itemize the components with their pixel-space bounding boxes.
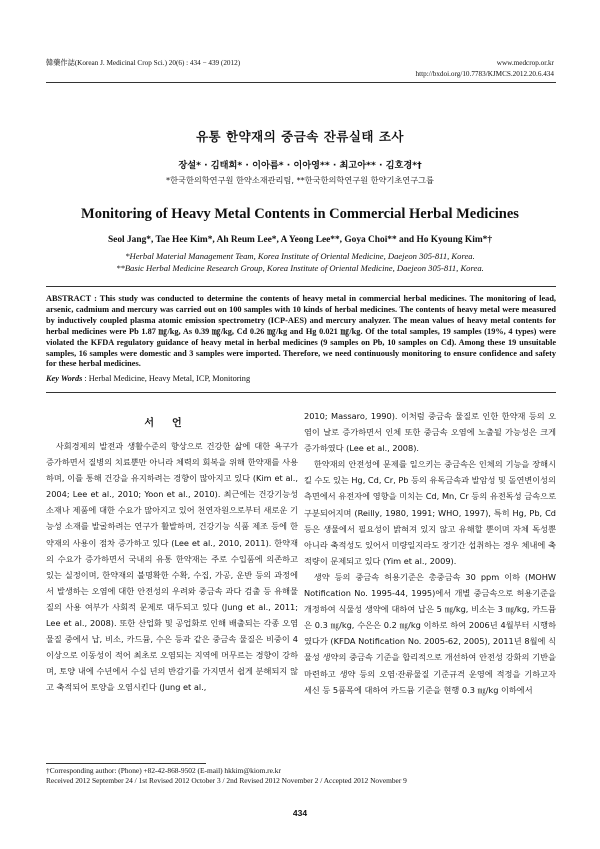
abstract-bottom-rule bbox=[46, 392, 556, 393]
korean-affiliation: *한국한의학연구원 한약소재관리팀, **한국한의학연구원 한약기초연구그룹 bbox=[166, 175, 434, 185]
footnote-rule bbox=[46, 763, 206, 764]
abstract-label: ABSTRACT : bbox=[46, 294, 100, 303]
english-authors: Seol Jang*, Tae Hee Kim*, Ah Reum Lee*, A Yeong Lee**, Goya Choi** and Ho Kyoung Kim*† bbox=[107, 235, 493, 245]
english-title: Monitoring of Heavy Metal Contents in Commercial Herbal Medicines bbox=[81, 206, 519, 222]
journal-citation: 韓藥作誌(Korean J. Medicinal Crop Sci.) 20(6) : 434 − 439 (2012) bbox=[46, 59, 241, 67]
keywords bbox=[46, 374, 556, 383]
journal-website[interactable]: www.medcrop.or.kr bbox=[496, 59, 554, 67]
abstract-top-rule bbox=[46, 286, 556, 287]
keywords-label: Key Words bbox=[46, 374, 83, 383]
page-number: 434 bbox=[292, 808, 308, 818]
korean-title: 유통 한약재의 중금속 잔류실태 조사 bbox=[195, 129, 405, 144]
doi-link[interactable]: http://bxdoi.org/10.7783/KJMCS.2012.20.6.434 bbox=[415, 70, 554, 78]
abstract bbox=[46, 294, 556, 370]
body-paragraph: 한약재의 안전성에 문제를 일으키는 중금속은 인체의 기능을 장해시킬 수도 있는 Hg, Cd, Cr, Pb 등의 유독금속과 발암성 및 돌연변이성의 측면에서 유전자에 영향을 미치는 Cd, Mn, Cr 등의 유전독성 금속으로 구분되어지며 (Reilly, 1980, 1991; WHO, 1997), 특히 Hg, Pb, Cd 등은 생물에서 필요성이 밝혀져 있지 않고 유해할 뿐이며 자체 독성뿐 아니라 축적성도 있어서 미량일지라도 장기간 섭취하는 경우 체내에 축적량이 문제되고 있다 (Yim et al., 2009). bbox=[304, 459, 556, 566]
header-rule bbox=[46, 82, 556, 83]
body-paragraph: 사회경제의 발전과 생활수준의 향상으로 건강한 삶에 대한 욕구가 증가하면서 질병의 치료뿐만 아니라 체력의 회복을 위해 한약재를 사용하며, 이를 통해 건강을 유지하려는 경향이 많아지고 있다 (Kim et al., 2004; Lee et al., 2010; Yoon et al., 2010). 최근에는 건강기능성 소재나 제품에 대한 수요가 많아지고 있어 천연자원으로부터 새로운 기능성 소재를 발굴하려는 연구가 활발하며, 건강기능 식품 제조 등에 한약재의 사용이 점차 증가하고 있다 (Lee et al., 2010, 2011). 한약재의 수요가 증가하면서 국내의 유통 한약재는 주로 수입품에 의존하고 있는 실정이며, 한약재의 불명확한 수확, 수집, 가공, 운반 등의 과정에서 발생하는 오염에 대한 안전성의 우려와 중금속 과다 검출 등 유해물질의 사용 여부가 사회적 문제로 대두되고 있다 (Jung et al., 2011; Lee et al., 2008). 또한 산업화 및 공업화로 인해 배출되는 각종 오염물질 중에서 납, 비소, 카드뮴, 수은 등과 같은 중금속 물질은 비중이 4이상으로 이동성이 적어 최초로 오염되는 지역에 머무르는 경향이 강하며, 토양 내에 수년에서 수십 년의 반감기를 가지면서 쉽게 분해되지 않고 축적되어 토양을 오염시킨다 (Jung et al., bbox=[46, 441, 298, 693]
english-affiliation-1: *Herbal Material Management Team, Korea Institute of Oriental Medicine, Daejeon 305-811, Korea. bbox=[125, 251, 475, 261]
korean-authors: 장설* · 김태희* · 이아름* · 이아영** · 최고아** · 김호경*† bbox=[178, 160, 422, 171]
keywords-text: : Herbal Medicine, Heavy Metal, ICP, Monitoring bbox=[82, 374, 251, 383]
corresponding-author: †Corresponding author: (Phone) +82-42-868-9502 (E-mail) hkkim@kiom.re.kr bbox=[46, 766, 281, 775]
abstract-text: This study was conducted to determine the contents of heavy metal in commercial herbal medicines. The monitoring of lead, arsenic, cadmium and mercury was carried out on 100 samples with 10 kinds of herbal medicines. The contents of heavy metal were measured by inductively coupled plasma atomic emission spectrometry (ICP-AES) and mercury analyzer. The mean values of heavy metal contents for herbal medicines were Pb 1.87 ㎎/kg, As 0.39 ㎎/kg, Cd 0.26 ㎎/kg and Hg 0.021 ㎎/kg. Of the total samples, 19 samples (19%, 4 types) were violated the KFDA regulatory guidance of heavy metal in herbal medicines (9 samples on Pb, 10 samples on Cd). Among these 19 unsuitable samples, 16 samples were domestic and 3 samples were imported. Therefore, we need continuously monitoring to ensure confidence and safety for these herbal medicines. bbox=[46, 294, 557, 369]
section-heading-introduction: 서언 bbox=[144, 418, 200, 429]
left-column bbox=[46, 438, 298, 696]
right-column bbox=[304, 408, 556, 698]
english-affiliation-2: **Basic Herbal Medicine Research Group, Korea Institute of Oriental Medicine, Daejeon 305-811, Korea. bbox=[116, 263, 484, 273]
received-dates: Received 2012 September 24 / 1st Revised 2012 October 3 / 2nd Revised 2012 November 2 / Accepted 2012 November 9 bbox=[46, 776, 407, 785]
body-paragraph: 생약 등의 중금속 허용기준은 총중금속 30 ppm 이하 (MOHW Notification No. 1995-44, 1995)에서 개별 중금속으로 허용기준을 개정하여 식물성 생약에 대하여 납은 5 ㎎/kg, 비소는 3 ㎎/kg, 카드뮴은 0.3 ㎎/kg, 수은은 0.2 ㎎/kg 이하로 하여 2006년 4월부터 시행하였다가 (KFDA Notification No. 2005-62, 2005), 2011년 8월에 식물성 생약의 중금속 기준을 합리적으로 개선하여 안전성 강화의 기반을 마련하고 생약 등의 오염·잔류물질 기준규격 운영에 적정을 기하고자 세신 등 5품목에 대하여 카드뮴 기준을 현행 0.3 ㎎/kg 이하에서 bbox=[304, 571, 556, 695]
body-paragraph: 2010; Massaro, 1990). 이처럼 중금속 물질로 인한 한약재 등의 오염이 날로 증가하면서 인체 또한 중금속 오염에 노출될 가능성은 크게 증가하였다 (Lee et al., 2008). bbox=[304, 411, 556, 454]
